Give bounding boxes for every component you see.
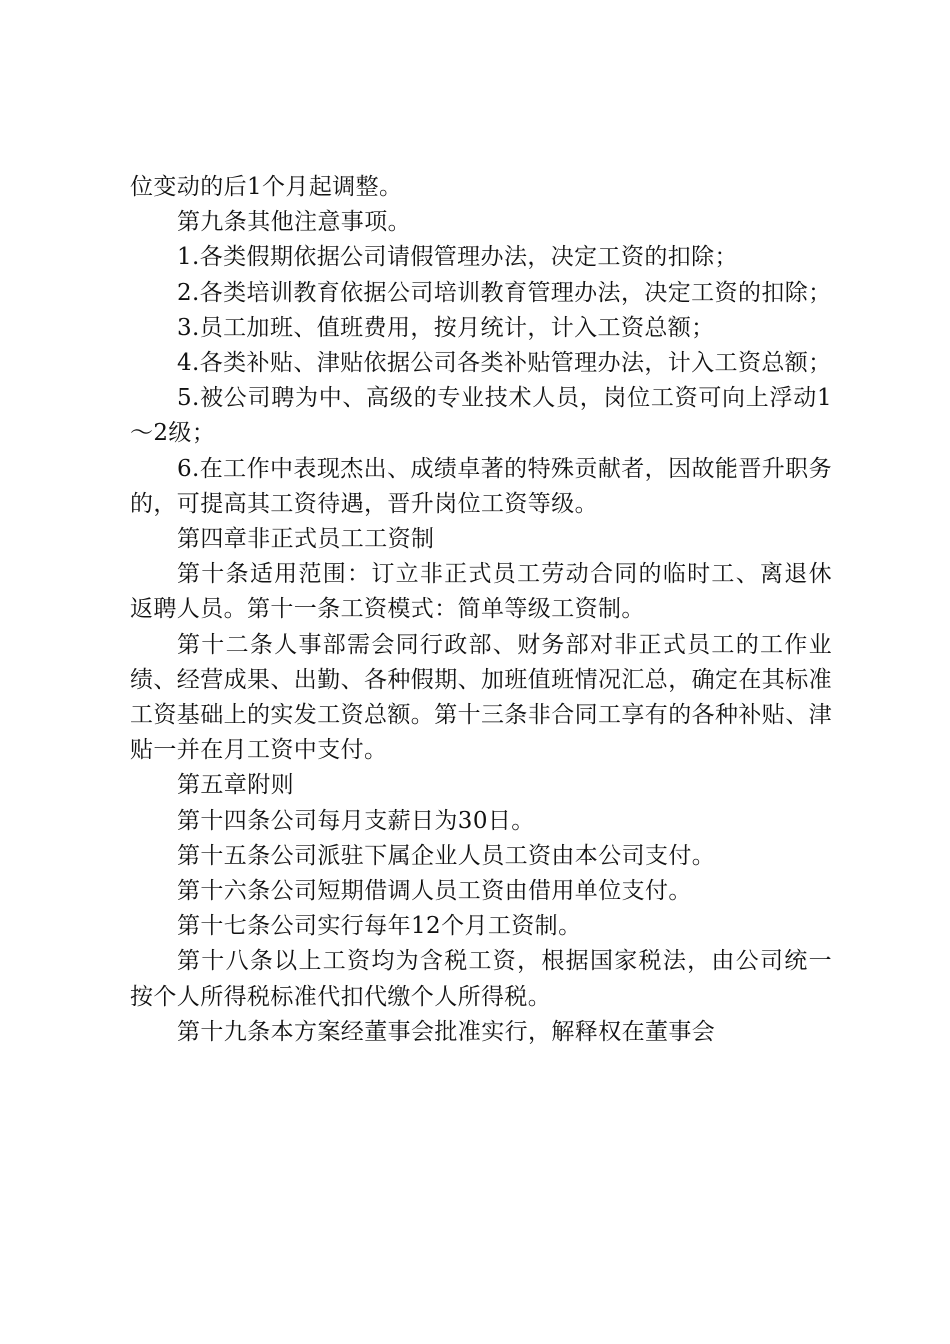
article-15: 第十五条公司派驻下属企业人员工资由本公司支付。 — [177, 842, 716, 869]
article-14: 第十四条公司每月支薪日为30日。 — [177, 807, 535, 834]
article-16: 第十六条公司短期借调人员工资由借用单位支付。 — [177, 878, 692, 905]
article-18: 第十八条以上工资均为含税工资，根据国家税法，由公司统一按个人所得税标准代扣代缴个人所得税。 — [130, 948, 832, 1010]
article-17: 第十七条公司实行每年12个月工资制。 — [177, 913, 582, 940]
chapter-4-heading: 第四章非正式员工工资制 — [177, 526, 435, 553]
article-9-item-6: 6.在工作中表现杰出、成绩卓著的特殊贡献者，因故能晋升职务的，可提高其工资待遇，晋升岗位工资等级。 — [130, 455, 832, 517]
article-19: 第十九条本方案经董事会批准实行，解释权在董事会 — [177, 1018, 716, 1045]
article-9-item-5: 5.被公司聘为中、高级的专业技术人员，岗位工资可向上浮动1～2级； — [130, 385, 832, 447]
paragraph-continuation: 位变动的后1个月起调整。 — [130, 174, 403, 200]
article-10-11: 第十条适用范围：订立非正式员工劳动合同的临时工、离退休返聘人员。第十一条工资模式：简单等级工资制。 — [130, 561, 832, 623]
document-body — [130, 170, 832, 1050]
article-9-heading: 第九条其他注意事项。 — [177, 209, 411, 236]
article-9-item-3: 3.员工加班、值班费用，按月统计，计入工资总额； — [177, 314, 715, 341]
chapter-5-heading: 第五章附则 — [177, 772, 294, 799]
article-9-item-4: 4.各类补贴、津贴依据公司各类补贴管理办法，计入工资总额； — [177, 350, 832, 377]
article-9-item-2: 2.各类培训教育依据公司培训教育管理办法，决定工资的扣除； — [177, 279, 832, 306]
article-12-13: 第十二条人事部需会同行政部、财务部对非正式员工的工作业绩、经营成果、出勤、各种假期、加班值班情况汇总，确定在其标准工资基础上的实发工资总额。第十三条非合同工享有的各种补贴、津贴一并在月工资中支付。 — [130, 631, 832, 764]
article-9-item-1: 1.各类假期依据公司请假管理办法，决定工资的扣除； — [177, 244, 738, 271]
